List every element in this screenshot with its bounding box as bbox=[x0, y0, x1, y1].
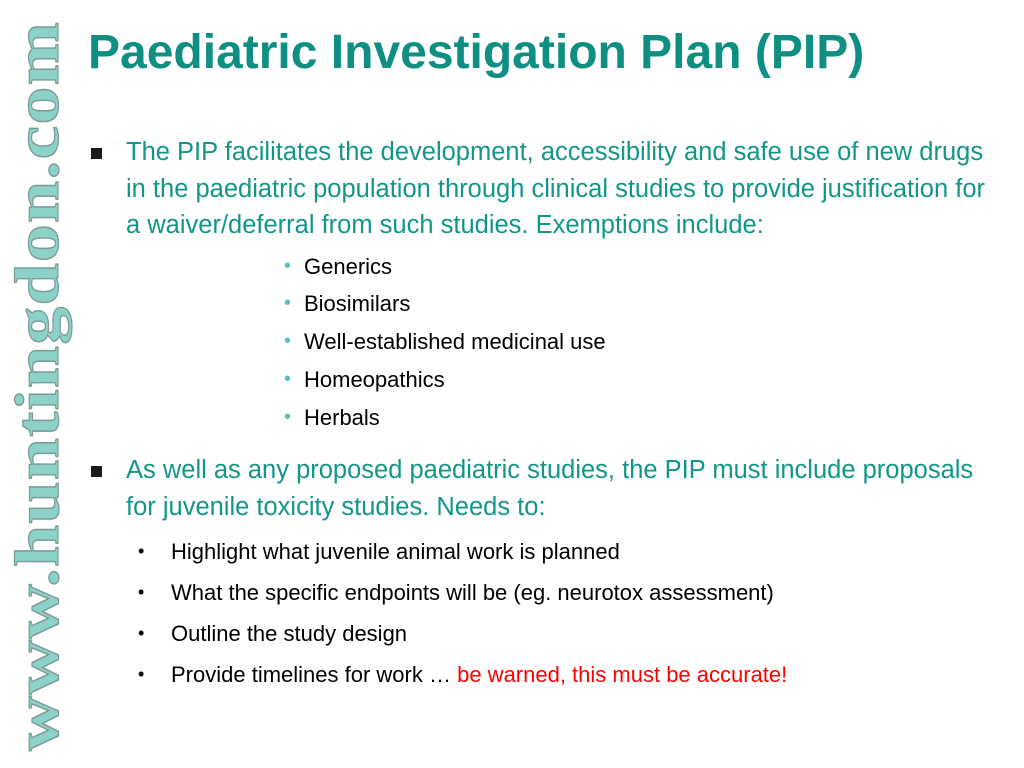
bullet-juvenile-toxicity bbox=[88, 452, 998, 525]
bullet-dot-icon: • bbox=[284, 405, 292, 428]
bullet-dot-icon: • bbox=[284, 292, 292, 315]
exemptions-list bbox=[126, 248, 998, 437]
list-item-text: Highlight what juvenile animal work is planned bbox=[171, 539, 620, 565]
list-item-text: Well-established medicinal use bbox=[304, 329, 606, 355]
bullet-dot-icon: • bbox=[138, 541, 145, 562]
bullet-text: The PIP facilitates the development, accessibility and safe use of new drugs in the paediatric population through clinical studies to provide justification for a waiver/deferral from such studies. Exemptions include: bbox=[126, 138, 986, 239]
watermark bbox=[4, 16, 74, 756]
watermark-graphic bbox=[4, 16, 74, 756]
bullet-dot-icon: • bbox=[284, 254, 292, 277]
list-item-text: Outline the study design bbox=[171, 621, 408, 647]
bullet-pip-facilitates bbox=[88, 134, 998, 436]
list-item bbox=[280, 361, 998, 399]
square-bullet-icon bbox=[91, 466, 102, 477]
list-item-text: Generics bbox=[304, 253, 393, 279]
bullet-text: As well as any proposed paediatric studies, the PIP must include proposals for juvenile toxicity studies. Needs to: bbox=[126, 456, 974, 521]
list-item bbox=[280, 323, 998, 361]
watermark-text: www.huntingdon.com bbox=[4, 154, 72, 751]
list-item-text: Biosimilars bbox=[304, 291, 411, 317]
list-item bbox=[88, 613, 998, 654]
bullet-dot-icon: • bbox=[138, 582, 145, 603]
list-item bbox=[88, 654, 998, 695]
slide-content bbox=[88, 134, 998, 695]
list-item bbox=[280, 248, 998, 286]
list-item bbox=[280, 285, 998, 323]
list-item-text bbox=[171, 654, 787, 695]
bullet-dot-icon: • bbox=[138, 664, 145, 685]
slide-title: Paediatric Investigation Plan (PIP) bbox=[88, 26, 865, 79]
bullet-dot-icon: • bbox=[284, 367, 292, 390]
bullet-dot-icon: • bbox=[284, 330, 292, 353]
square-bullet-icon bbox=[91, 148, 102, 159]
bullet-dot-icon: • bbox=[138, 623, 145, 644]
list-item bbox=[280, 399, 998, 437]
list-item bbox=[88, 572, 998, 613]
warning-text: be warned, this must be accurate! bbox=[457, 662, 788, 688]
list-item bbox=[88, 531, 998, 572]
list-item-text: What the specific endpoints will be (eg. neurotox assessment) bbox=[171, 580, 774, 606]
list-item-text: Herbals bbox=[304, 404, 380, 430]
needs-list bbox=[88, 531, 998, 695]
list-item-text: Homeopathics bbox=[304, 366, 445, 392]
timelines-text: Provide timelines for work … bbox=[171, 662, 458, 688]
